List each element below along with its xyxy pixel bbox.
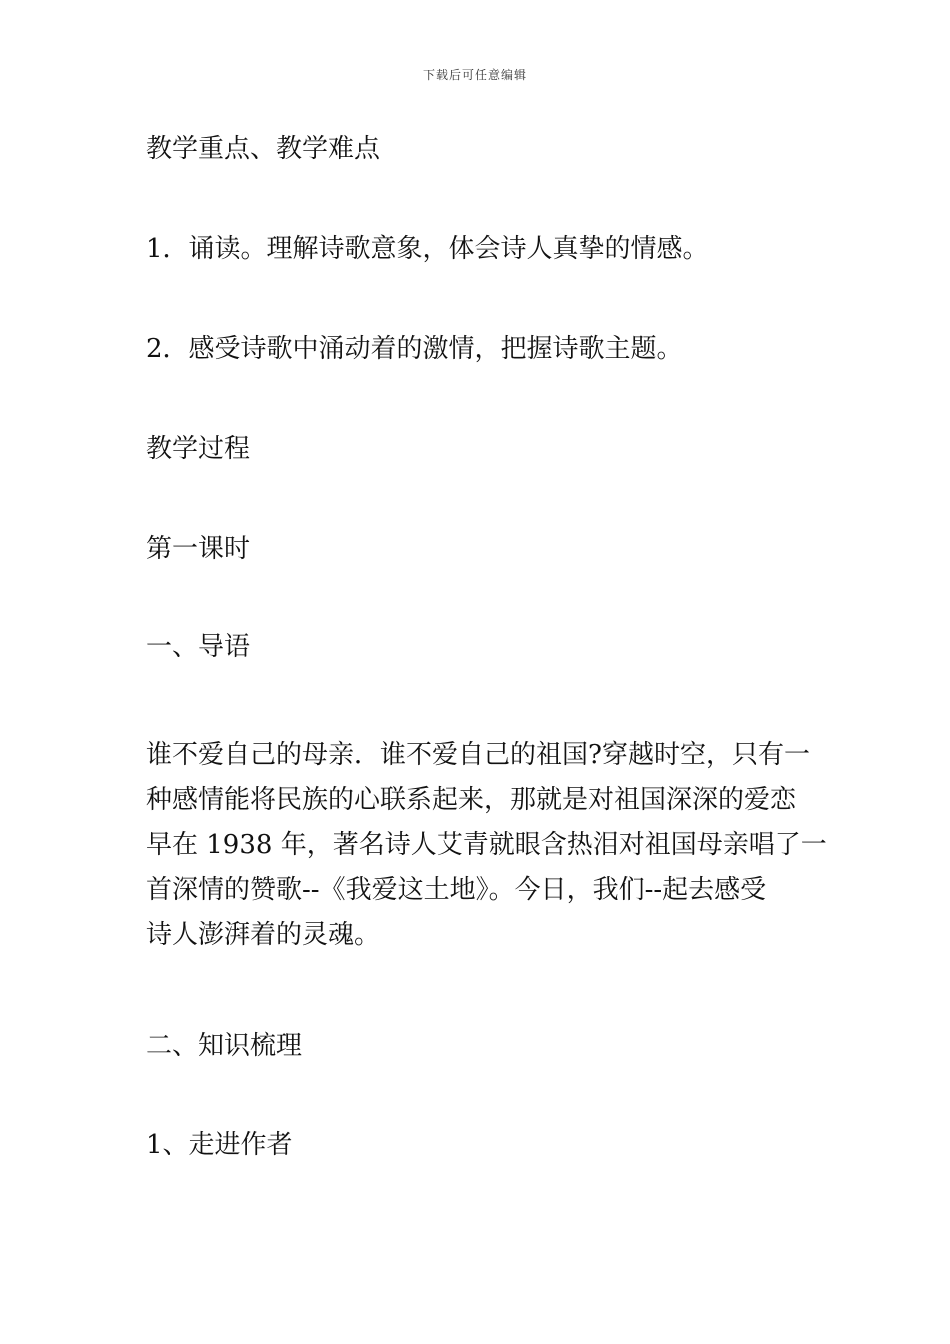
subsection-author-heading: 1、走进作者 — [146, 1130, 293, 1160]
focus-point-2: 2．感受诗歌中涌动着的激情，把握诗歌主题。 — [146, 334, 683, 364]
intro-paragraph — [146, 733, 827, 958]
intro-line: 首深情的赞歌--《我爱这土地》。今日，我们--起去感受 — [146, 875, 767, 905]
section-intro-heading: 一、导语 — [146, 632, 251, 662]
focus-point-1: 1．诵读。理解诗歌意象，体会诗人真挚的情感。 — [146, 234, 709, 264]
intro-line: 早在 1938 年，著名诗人艾青就眼含热泪对祖国母亲唱了一 — [146, 830, 827, 860]
intro-line: 谁不爱自己的母亲．谁不爱自己的祖国?穿越时空，只有一 — [146, 740, 810, 770]
section-knowledge-heading: 二、知识梳理 — [146, 1031, 303, 1061]
lesson-title: 第一课时 — [146, 534, 251, 564]
intro-line: 诗人澎湃着的灵魂。 — [146, 920, 381, 950]
heading-teaching-focus: 教学重点、教学难点 — [146, 134, 381, 164]
intro-line: 种感情能将民族的心联系起来，那就是对祖国深深的爱恋 — [146, 785, 797, 815]
page-header-note: 下载后可任意编辑 — [422, 68, 527, 82]
heading-teaching-process: 教学过程 — [146, 434, 251, 464]
